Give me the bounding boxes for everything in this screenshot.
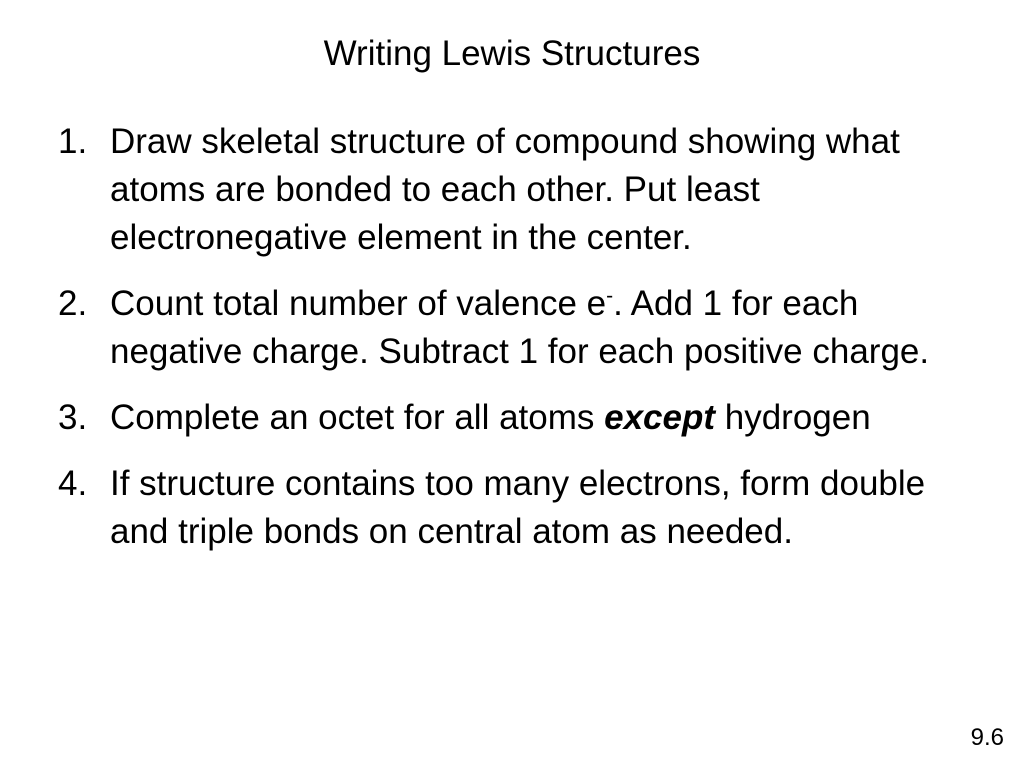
emphasis-text: except <box>604 398 716 437</box>
step-text <box>110 394 978 442</box>
step-number: 4. <box>58 464 88 503</box>
step-number: 1. <box>58 122 88 161</box>
step-item-3 <box>58 394 978 442</box>
slide-number: 9.6 <box>970 724 1004 751</box>
step-number: 2. <box>58 284 88 323</box>
step-text-part: Count total number of valence e <box>110 284 607 323</box>
step-text: Draw skeletal structure of compound showing what atoms are bonded to each other. Put least electronegative element in the center. <box>110 122 900 257</box>
step-text <box>110 280 978 376</box>
slide-title: Writing Lewis Structures <box>323 34 701 73</box>
step-item-2 <box>58 280 978 376</box>
step-item-1 <box>58 118 978 262</box>
step-text-part: Complete an octet for all atoms <box>110 398 605 437</box>
step-number: 3. <box>58 398 88 437</box>
step-item-4 <box>58 460 978 556</box>
steps-list <box>58 118 978 574</box>
step-text-part: . Add 1 for each negative charge. Subtract 1 for each positive charge. <box>110 284 930 371</box>
step-text: If structure contains too many electrons, form double and triple bonds on central atom as needed. <box>110 464 926 551</box>
step-text-part: hydrogen <box>715 398 871 437</box>
electron-charge-superscript: - <box>606 284 614 308</box>
